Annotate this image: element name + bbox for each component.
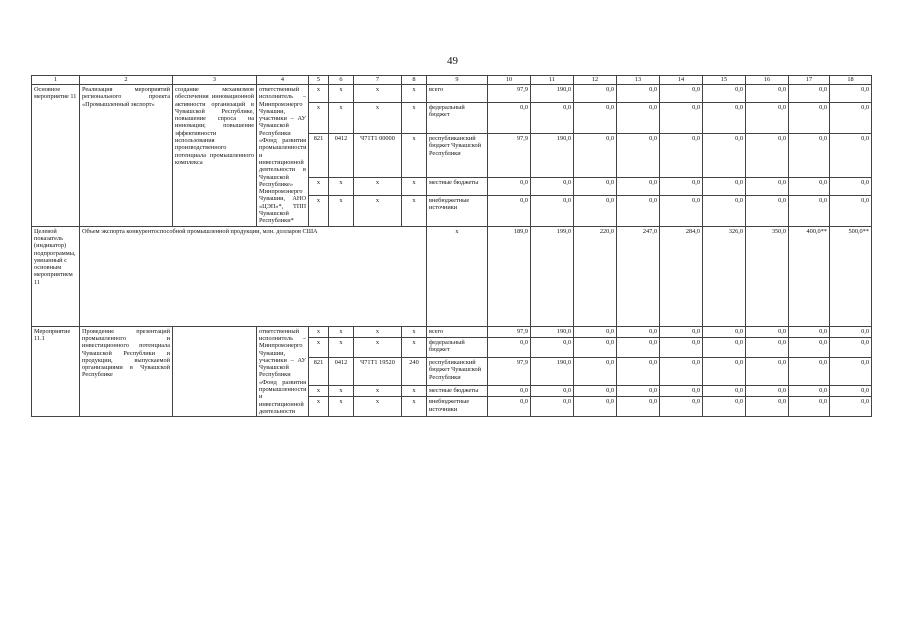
amount-cell: 0,0 <box>617 177 660 195</box>
amount-cell: 0,0 <box>574 397 617 417</box>
amount-cell: 0,0 <box>574 357 617 385</box>
amount-cell: 0,0 <box>617 195 660 226</box>
amount-cell: 0,0 <box>703 177 746 195</box>
amount-cell: 0,0 <box>703 385 746 397</box>
amount-cell: 0,0 <box>746 177 789 195</box>
amount-cell: 0,0 <box>746 357 789 385</box>
amount-cell: 0,0 <box>660 85 703 103</box>
amount-cell: 0,0 <box>574 338 617 358</box>
code-expense-group: x <box>402 195 427 226</box>
amount-cell: 0,0 <box>660 385 703 397</box>
event-goal: создание механизмов обеспечения инновационной активности организаций в Чувашской Республике, повышение спроса на инновации; повышение эффективности использования производственного потенциала промышленного комплекса <box>173 85 257 227</box>
code-target-article: x <box>354 338 402 358</box>
amount-cell: 0,0 <box>746 85 789 103</box>
code-section: x <box>329 177 354 195</box>
code-grbs: x <box>309 385 329 397</box>
code-expense-group: x <box>402 326 427 338</box>
indicator-text: Объем экспорта конкурентоспособной промышленной продукции, млн. долларов США <box>80 226 427 326</box>
code-target-article: x <box>354 195 402 226</box>
column-number: 3 <box>173 76 257 85</box>
amount-cell: 0,0 <box>531 195 574 226</box>
column-number: 6 <box>329 76 354 85</box>
column-number: 1 <box>32 76 80 85</box>
amount-cell: 0,0 <box>531 385 574 397</box>
code-section: x <box>329 85 354 103</box>
column-number: 16 <box>746 76 789 85</box>
amount-cell: 0,0 <box>746 103 789 134</box>
amount-cell: 0,0 <box>830 326 872 338</box>
amount-cell: 0,0 <box>746 326 789 338</box>
column-number: 8 <box>402 76 427 85</box>
amount-cell: 0,0 <box>703 85 746 103</box>
code-grbs: x <box>309 85 329 103</box>
amount-cell: 0,0 <box>789 357 830 385</box>
code-section: x <box>329 385 354 397</box>
column-number: 14 <box>660 76 703 85</box>
amount-cell: 0,0 <box>830 177 872 195</box>
column-number: 13 <box>617 76 660 85</box>
amount-cell: 0,0 <box>789 385 830 397</box>
event-name: Реализация мероприятий регионального проекта «Промышленный экспорт» <box>80 85 173 227</box>
amount-cell: 0,0 <box>660 195 703 226</box>
column-number: 12 <box>574 76 617 85</box>
amount-cell: 0,0 <box>660 103 703 134</box>
amount-cell: 0,0 <box>617 357 660 385</box>
code-section: x <box>329 103 354 134</box>
amount-cell: 190,0 <box>531 357 574 385</box>
amount-cell: 97,9 <box>488 133 531 177</box>
code-section: x <box>329 338 354 358</box>
funding-source: внебюджетные источники <box>427 397 488 417</box>
funding-source: всего <box>427 326 488 338</box>
amount-cell: 0,0 <box>660 177 703 195</box>
code-expense-group: x <box>402 177 427 195</box>
amount-cell: 0,0 <box>703 397 746 417</box>
code-expense-group: x <box>402 85 427 103</box>
code-target-article: Ч71Т1 00000 <box>354 133 402 177</box>
event-type: Основное мероприятие 11 <box>32 85 80 227</box>
amount-cell: 0,0 <box>488 177 531 195</box>
amount-cell: 0,0 <box>617 85 660 103</box>
funding-source: федеральный бюджет <box>427 103 488 134</box>
amount-cell: 0,0 <box>574 133 617 177</box>
funding-source: местные бюджеты <box>427 177 488 195</box>
event-goal <box>173 326 257 417</box>
code-target-article: x <box>354 397 402 417</box>
code-grbs: x <box>309 103 329 134</box>
code-target-article: Ч71Т1 19520 <box>354 357 402 385</box>
amount-cell: 0,0 <box>789 338 830 358</box>
event-executor: ответственный исполнитель – Минпромэнерго Чувашии, участники – АУ Чувашской Республики «Фонд развития промышленности и инвестиционной деятельности в Чувашской Республике» Минпромэнерго Чувашии, АНО «ЦЭП»*, ТПП Чувашской Республики* <box>257 85 309 227</box>
code-grbs: x <box>309 195 329 226</box>
page-number: 49 <box>447 55 458 67</box>
code-target-article: x <box>354 326 402 338</box>
indicator-label: Целевой показатель (индикатор) подпрограммы, увязанный с основным мероприятием 11 <box>32 226 80 326</box>
funding-row <box>32 85 872 103</box>
code-section: 0412 <box>329 133 354 177</box>
funding-source: внебюджетные источники <box>427 195 488 226</box>
code-expense-group: x <box>402 103 427 134</box>
column-number: 9 <box>427 76 488 85</box>
amount-cell: 0,0 <box>574 85 617 103</box>
code-section: 0412 <box>329 357 354 385</box>
indicator-value: 189,0 <box>488 226 531 326</box>
code-section: x <box>329 326 354 338</box>
amount-cell: 97,9 <box>488 85 531 103</box>
amount-cell: 0,0 <box>746 338 789 358</box>
amount-cell: 0,0 <box>703 357 746 385</box>
amount-cell: 0,0 <box>703 195 746 226</box>
amount-cell: 190,0 <box>531 133 574 177</box>
amount-cell: 0,0 <box>830 133 872 177</box>
amount-cell: 0,0 <box>703 338 746 358</box>
code-section: x <box>329 397 354 417</box>
amount-cell: 0,0 <box>574 326 617 338</box>
amount-cell: 0,0 <box>488 397 531 417</box>
code-grbs: x <box>309 177 329 195</box>
indicator-value: 199,0 <box>531 226 574 326</box>
amount-cell: 0,0 <box>660 326 703 338</box>
indicator-mark: x <box>427 226 488 326</box>
amount-cell: 0,0 <box>789 133 830 177</box>
amount-cell: 0,0 <box>617 385 660 397</box>
amount-cell: 190,0 <box>531 85 574 103</box>
amount-cell: 0,0 <box>531 177 574 195</box>
indicator-value: 326,0 <box>703 226 746 326</box>
code-expense-group: x <box>402 338 427 358</box>
column-number: 18 <box>830 76 872 85</box>
column-number: 17 <box>789 76 830 85</box>
code-grbs: x <box>309 326 329 338</box>
code-target-article: x <box>354 103 402 134</box>
column-number: 7 <box>354 76 402 85</box>
amount-cell: 0,0 <box>660 397 703 417</box>
funding-row <box>32 326 872 338</box>
amount-cell: 0,0 <box>488 103 531 134</box>
column-number: 2 <box>80 76 173 85</box>
amount-cell: 0,0 <box>660 357 703 385</box>
amount-cell: 0,0 <box>488 338 531 358</box>
code-section: x <box>329 195 354 226</box>
column-number: 5 <box>309 76 329 85</box>
code-expense-group: x <box>402 133 427 177</box>
code-grbs: x <box>309 338 329 358</box>
column-number: 4 <box>257 76 309 85</box>
amount-cell: 0,0 <box>746 385 789 397</box>
amount-cell: 0,0 <box>488 385 531 397</box>
amount-cell: 0,0 <box>617 326 660 338</box>
amount-cell: 0,0 <box>789 326 830 338</box>
amount-cell: 0,0 <box>830 85 872 103</box>
event-name: Проведение презентаций промышленного и инвестиционного потенциала Чувашской Республики и продукции, выпускаемой организациями в Чувашской Республике <box>80 326 173 417</box>
column-number: 15 <box>703 76 746 85</box>
amount-cell: 0,0 <box>703 133 746 177</box>
amount-cell: 0,0 <box>789 85 830 103</box>
funding-source: федеральный бюджет <box>427 338 488 358</box>
indicator-value: 500,0** <box>830 226 872 326</box>
column-number: 11 <box>531 76 574 85</box>
amount-cell: 0,0 <box>574 385 617 397</box>
code-grbs: 821 <box>309 133 329 177</box>
budget-table <box>31 75 872 417</box>
amount-cell: 0,0 <box>531 338 574 358</box>
amount-cell: 0,0 <box>617 133 660 177</box>
column-number: 10 <box>488 76 531 85</box>
funding-source: республиканский бюджет Чувашской Республики <box>427 133 488 177</box>
amount-cell: 0,0 <box>617 397 660 417</box>
funding-source: республиканский бюджет Чувашской Республики <box>427 357 488 385</box>
amount-cell: 0,0 <box>830 357 872 385</box>
code-grbs: 821 <box>309 357 329 385</box>
indicator-row <box>32 226 872 326</box>
amount-cell: 0,0 <box>574 195 617 226</box>
amount-cell: 0,0 <box>746 133 789 177</box>
indicator-value: 220,0 <box>574 226 617 326</box>
funding-source: местные бюджеты <box>427 385 488 397</box>
amount-cell: 0,0 <box>531 103 574 134</box>
amount-cell: 0,0 <box>488 195 531 226</box>
amount-cell: 0,0 <box>789 195 830 226</box>
code-expense-group: x <box>402 385 427 397</box>
amount-cell: 0,0 <box>574 103 617 134</box>
amount-cell: 0,0 <box>789 177 830 195</box>
amount-cell: 0,0 <box>830 385 872 397</box>
amount-cell: 0,0 <box>703 326 746 338</box>
code-grbs: x <box>309 397 329 417</box>
funding-source: всего <box>427 85 488 103</box>
amount-cell: 0,0 <box>789 103 830 134</box>
code-expense-group: x <box>402 397 427 417</box>
event-executor: ответственный исполнитель – Минпромэнерго Чувашии, участники – АУ Чувашской Республики «Фонд развития промышленности и инвестиционной деятельности <box>257 326 309 417</box>
amount-cell: 0,0 <box>703 103 746 134</box>
indicator-value: 400,0** <box>789 226 830 326</box>
amount-cell: 0,0 <box>830 397 872 417</box>
code-target-article: x <box>354 177 402 195</box>
amount-cell: 0,0 <box>617 103 660 134</box>
amount-cell: 97,9 <box>488 357 531 385</box>
event-type: Мероприятие 11.1 <box>32 326 80 417</box>
amount-cell: 0,0 <box>617 338 660 358</box>
amount-cell: 190,0 <box>531 326 574 338</box>
amount-cell: 97,9 <box>488 326 531 338</box>
amount-cell: 0,0 <box>660 133 703 177</box>
amount-cell: 0,0 <box>746 195 789 226</box>
column-number-row <box>32 76 872 85</box>
amount-cell: 0,0 <box>660 338 703 358</box>
indicator-value: 247,0 <box>617 226 660 326</box>
amount-cell: 0,0 <box>531 397 574 417</box>
amount-cell: 0,0 <box>574 177 617 195</box>
code-expense-group: 240 <box>402 357 427 385</box>
amount-cell: 0,0 <box>830 103 872 134</box>
indicator-value: 284,0 <box>660 226 703 326</box>
amount-cell: 0,0 <box>789 397 830 417</box>
amount-cell: 0,0 <box>830 338 872 358</box>
indicator-value: 350,0 <box>746 226 789 326</box>
code-target-article: x <box>354 85 402 103</box>
amount-cell: 0,0 <box>830 195 872 226</box>
code-target-article: x <box>354 385 402 397</box>
amount-cell: 0,0 <box>746 397 789 417</box>
